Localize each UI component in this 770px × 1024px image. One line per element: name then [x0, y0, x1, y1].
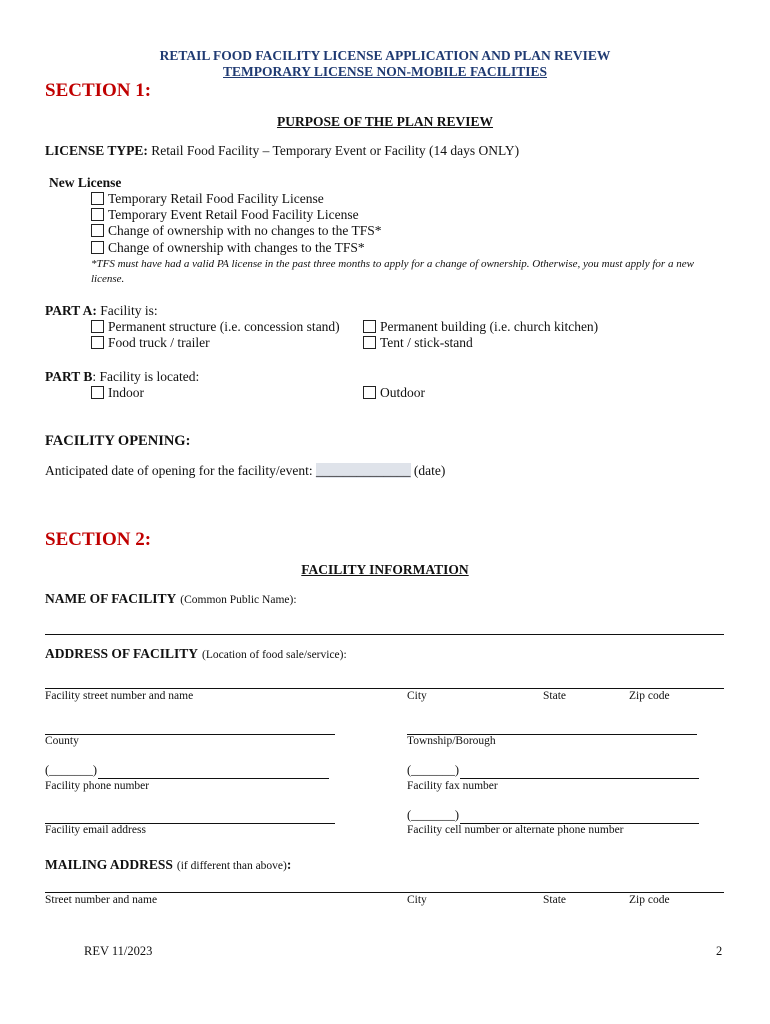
option-label: Temporary Retail Food Facility License [108, 191, 324, 206]
license-type-value: Retail Food Facility – Temporary Event or Facility (14 days ONLY) [151, 143, 520, 158]
phone-prefix: (_______) [45, 763, 98, 777]
opening-date-field[interactable]: ______________ [316, 463, 411, 478]
facility-address-label: ADDRESS OF FACILITY [45, 646, 199, 661]
part-b-option[interactable] [91, 385, 144, 401]
opening-suffix: (date) [413, 463, 446, 478]
new-license-option[interactable] [91, 191, 324, 207]
tfs-note: *TFS must have had a valid PA license in the past three months to apply for a change of ownership. Otherwise, you must apply for a new license. [91, 258, 694, 285]
license-type-line [45, 143, 519, 159]
section1-subheading: PURPOSE OF THE PLAN REVIEW [276, 114, 494, 129]
new-license-option[interactable] [91, 207, 359, 223]
cell-prefix: (_______) [407, 808, 460, 822]
fax-caption: Facility fax number [407, 780, 498, 792]
part-a-option[interactable] [91, 335, 210, 351]
mail-state-caption: State [543, 894, 566, 906]
section1-heading: SECTION 1: [45, 80, 152, 101]
section2-heading: SECTION 2: [45, 529, 152, 550]
part-a-line [45, 303, 158, 319]
option-label: Food truck / trailer [108, 335, 210, 350]
county-field[interactable] [45, 734, 335, 735]
email-caption: Facility email address [45, 824, 146, 836]
section2-subheading: FACILITY INFORMATION [301, 562, 469, 577]
revision-label: REV 11/2023 [84, 944, 153, 958]
checkbox[interactable] [91, 241, 104, 254]
fax-field[interactable] [460, 778, 699, 779]
checkbox[interactable] [91, 208, 104, 221]
part-a-option[interactable] [363, 335, 473, 351]
city-caption: City [407, 690, 427, 702]
facility-address-note: (Location of food sale/service): [202, 649, 347, 661]
checkbox[interactable] [91, 192, 104, 205]
zip-caption: Zip code [629, 690, 670, 702]
township-caption: Township/Borough [407, 735, 496, 747]
mailing-address-field[interactable] [45, 892, 724, 893]
page-number: 2 [716, 944, 723, 958]
street-caption: Facility street number and name [45, 690, 194, 702]
option-label: Indoor [108, 385, 144, 400]
checkbox[interactable] [363, 336, 376, 349]
option-label: Outdoor [380, 385, 425, 400]
checkbox[interactable] [91, 336, 104, 349]
part-a-text: Facility is: [100, 303, 158, 318]
checkbox[interactable] [91, 386, 104, 399]
part-a-option[interactable] [363, 319, 598, 335]
part-a-option[interactable] [91, 319, 340, 335]
facility-address-line [45, 645, 347, 663]
mailing-address-label: MAILING ADDRESS [45, 857, 173, 872]
mailing-address-line [45, 856, 291, 874]
facility-name-note: (Common Public Name): [180, 594, 297, 606]
facility-opening-heading: FACILITY OPENING: [45, 433, 191, 449]
mail-city-caption: City [407, 894, 427, 906]
license-type-label: LICENSE TYPE: [45, 143, 148, 158]
opening-date-line [45, 463, 445, 479]
county-caption: County [45, 735, 79, 747]
facility-name-field[interactable] [45, 634, 724, 635]
fax-prefix: (_______) [407, 763, 460, 777]
part-b-text: : Facility is located: [92, 369, 200, 384]
mailing-address-note: (if different than above) [176, 860, 287, 872]
part-b-label: PART B [45, 369, 93, 384]
cell-caption: Facility cell number or alternate phone number [407, 824, 624, 836]
document-title-line1: RETAIL FOOD FACILITY LICENSE APPLICATION AND PLAN REVIEW [159, 48, 611, 63]
new-license-label: New License [49, 175, 122, 190]
facility-address-field[interactable] [45, 688, 724, 689]
part-a-label: PART A: [45, 303, 97, 318]
facility-name-line [45, 590, 297, 608]
phone-caption: Facility phone number [45, 780, 150, 792]
option-label: Permanent building (i.e. church kitchen) [380, 319, 599, 334]
mail-zip-caption: Zip code [629, 894, 670, 906]
checkbox[interactable] [363, 320, 376, 333]
mailing-colon: : [286, 857, 292, 872]
checkbox[interactable] [363, 386, 376, 399]
opening-text: Anticipated date of opening for the facility/event: [45, 463, 313, 478]
option-label: Tent / stick-stand [380, 335, 473, 350]
option-label: Temporary Event Retail Food Facility License [108, 207, 359, 222]
state-caption: State [543, 690, 566, 702]
new-license-option[interactable] [91, 240, 365, 256]
facility-name-label: NAME OF FACILITY [45, 591, 177, 606]
new-license-option[interactable] [91, 223, 381, 239]
part-b-option[interactable] [363, 385, 425, 401]
checkbox[interactable] [91, 224, 104, 237]
part-b-line [45, 369, 199, 385]
option-label: Permanent structure (i.e. concession stand) [108, 319, 340, 334]
document-title-line2: TEMPORARY LICENSE NON-MOBILE FACILITIES [223, 64, 547, 79]
mail-street-caption: Street number and name [45, 894, 158, 906]
phone-field[interactable] [98, 778, 329, 779]
option-label: Change of ownership with no changes to the TFS* [108, 223, 382, 238]
option-label: Change of ownership with changes to the TFS* [108, 240, 365, 255]
checkbox[interactable] [91, 320, 104, 333]
